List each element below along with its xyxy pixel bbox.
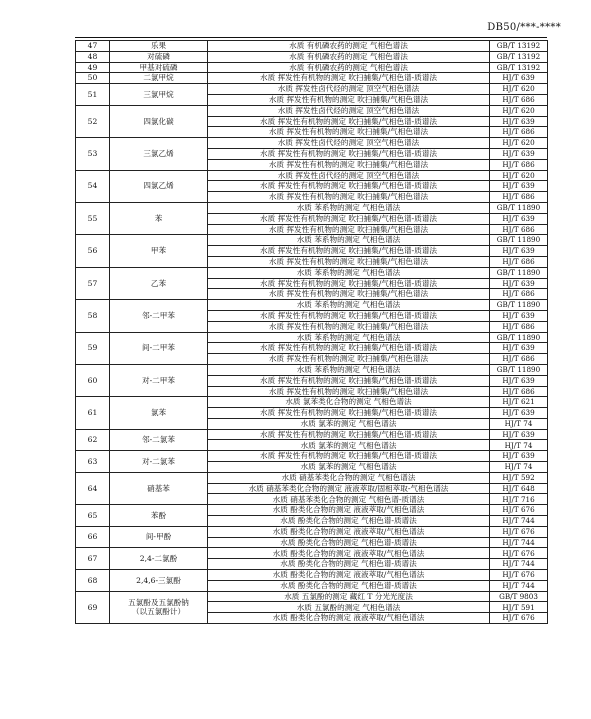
standard-cell: HJ/T 716 [490,494,548,505]
method-cell: 水质 酚类化合物的测定 液液萃取/气相色谱法 [208,548,490,559]
standard-cell: HJ/T 591 [490,602,548,613]
table-row [76,397,548,408]
standard-cell: HJ/T 639 [490,148,548,159]
table-row [76,451,548,462]
method-cell: 水质 酚类化合物的测定 气相色谱-质谱法 [208,580,490,591]
method-cell: 水质 氯苯的测定 气相色谱法 [208,462,490,473]
item-number: 64 [76,472,110,504]
method-cell: 水质 酚类化合物的测定 液液萃取/气相色谱法 [208,505,490,516]
method-cell: 水质 挥发性有机物的测定 吹扫捕集/气相色谱法 [208,224,490,235]
standard-cell: HJ/T 686 [490,321,548,332]
standard-cell: HJ/T 74 [490,462,548,473]
standard-cell: HJ/T 676 [490,505,548,516]
table-row [76,332,548,343]
standard-cell: HJ/T 620 [490,170,548,181]
method-cell: 水质 苯系物的测定 气相色谱法 [208,235,490,246]
standard-cell: HJ/T 639 [490,73,548,84]
standard-cell: HJ/T 686 [490,159,548,170]
standard-cell: HJ/T 744 [490,537,548,548]
item-number: 57 [76,267,110,299]
standard-cell: HJ/T 686 [490,354,548,365]
table-row [76,62,548,73]
substance-name: 对硫磷 [110,51,208,62]
item-number: 49 [76,62,110,73]
method-cell: 水质 挥发性有机物的测定 吹扫捕集/气相色谱-质谱法 [208,451,490,462]
method-cell: 水质 挥发性有机物的测定 吹扫捕集/气相色谱法 [208,159,490,170]
method-cell: 水质 氯苯的测定 气相色谱法 [208,418,490,429]
method-cell: 水质 挥发性卤代烃的测定 顶空气相色谱法 [208,105,490,116]
method-cell: 水质 酚类化合物的测定 液液萃取/气相色谱法 [208,526,490,537]
standard-cell: HJ/T 639 [490,310,548,321]
table-row [76,235,548,246]
item-number: 63 [76,451,110,473]
method-cell: 水质 挥发性有机物的测定 吹扫捕集/气相色谱-质谱法 [208,181,490,192]
standards-table-body [76,41,548,624]
method-cell: 水质 酚类化合物的测定 液液萃取/气相色谱法 [208,570,490,581]
table-row [76,267,548,278]
method-cell: 水质 挥发性卤代烃的测定 顶空气相色谱法 [208,170,490,181]
method-cell: 水质 氯苯类化合物的测定 气相色谱法 [208,397,490,408]
table-row [76,138,548,149]
substance-name: 邻-二甲苯 [110,300,208,332]
method-cell: 水质 挥发性有机物的测定 吹扫捕集/气相色谱法 [208,192,490,203]
method-cell: 水质 挥发性卤代烃的测定 顶空气相色谱法 [208,84,490,95]
substance-name: 硝基苯 [110,472,208,504]
method-cell: 水质 硝基苯类化合物的测定 液液萃取/固相萃取-气相色谱法 [208,483,490,494]
table-row [76,548,548,559]
method-cell: 水质 酚类化合物的测定 气相色谱-质谱法 [208,516,490,527]
table-row [76,73,548,84]
substance-name: 五氯酚及五氯酚钠 （以五氯酚计） [110,591,208,623]
standard-cell: HJ/T 648 [490,483,548,494]
method-cell: 水质 挥发性卤代烃的测定 顶空气相色谱法 [208,138,490,149]
standard-cell: HJ/T 686 [490,224,548,235]
method-cell: 水质 挥发性有机物的测定 吹扫捕集/气相色谱法 [208,127,490,138]
standard-cell: HJ/T 686 [490,256,548,267]
substance-name: 间-二甲苯 [110,332,208,364]
table-row [76,429,548,440]
table-row [76,105,548,116]
standard-cell: HJ/T 744 [490,580,548,591]
substance-name: 苯 [110,202,208,234]
table-row [76,51,548,62]
standard-cell: HJ/T 676 [490,613,548,624]
standard-cell: HJ/T 686 [490,386,548,397]
method-cell: 水质 苯系物的测定 气相色谱法 [208,364,490,375]
standard-cell: GB/T 13192 [490,51,548,62]
method-cell: 水质 挥发性有机物的测定 吹扫捕集/气相色谱-质谱法 [208,213,490,224]
table-row [76,170,548,181]
standard-cell: HJ/T 74 [490,418,548,429]
standard-cell: HJ/T 676 [490,548,548,559]
standard-cell: HJ/T 74 [490,440,548,451]
substance-name: 氯苯 [110,397,208,429]
item-number: 60 [76,364,110,396]
method-cell: 水质 有机磷农药的测定 气相色谱法 [208,62,490,73]
standards-table [75,40,548,624]
table-row [76,202,548,213]
substance-name: 间-甲酚 [110,526,208,548]
method-cell: 水质 挥发性有机物的测定 吹扫捕集/气相色谱-质谱法 [208,148,490,159]
substance-name: 四氯化碳 [110,105,208,137]
standard-cell: HJ/T 620 [490,105,548,116]
standard-cell: HJ/T 676 [490,526,548,537]
substance-name: 三氯甲烷 [110,84,208,106]
header-rule [75,37,547,38]
table-row [76,570,548,581]
item-number: 61 [76,397,110,429]
substance-name: 四氯乙烯 [110,170,208,202]
standard-cell: GB/T 11890 [490,267,548,278]
table-row [76,364,548,375]
standard-cell: GB/T 11890 [490,332,548,343]
table-row [76,505,548,516]
document-code: DB50/***-**** [487,22,561,33]
standard-cell: GB/T 9803 [490,591,548,602]
item-number: 50 [76,73,110,84]
standard-cell: HJ/T 686 [490,192,548,203]
standard-cell: HJ/T 686 [490,127,548,138]
standard-cell: HJ/T 639 [490,246,548,257]
table-row [76,41,548,52]
method-cell: 水质 挥发性有机物的测定 吹扫捕集/气相色谱法 [208,354,490,365]
standard-cell: HJ/T 639 [490,343,548,354]
item-number: 55 [76,202,110,234]
item-number: 48 [76,51,110,62]
standard-cell: HJ/T 620 [490,138,548,149]
item-number: 58 [76,300,110,332]
method-cell: 水质 有机磷农药的测定 气相色谱法 [208,51,490,62]
method-cell: 水质 酚类化合物的测定 液液萃取/气相色谱法 [208,613,490,624]
item-number: 51 [76,84,110,106]
standard-cell: HJ/T 639 [490,451,548,462]
item-number: 54 [76,170,110,202]
method-cell: 水质 挥发性有机物的测定 吹扫捕集/气相色谱-质谱法 [208,375,490,386]
standard-cell: HJ/T 744 [490,516,548,527]
item-number: 52 [76,105,110,137]
method-cell: 水质 挥发性有机物的测定 吹扫捕集/气相色谱-质谱法 [208,116,490,127]
method-cell: 水质 挥发性有机物的测定 吹扫捕集/气相色谱-质谱法 [208,278,490,289]
substance-name: 2,4,6-三氯酚 [110,570,208,592]
method-cell: 水质 挥发性有机物的测定 吹扫捕集/气相色谱法 [208,256,490,267]
method-cell: 水质 挥发性有机物的测定 吹扫捕集/气相色谱-质谱法 [208,246,490,257]
standard-cell: HJ/T 744 [490,559,548,570]
method-cell: 水质 五氯酚的测定 气相色谱法 [208,602,490,613]
standard-cell: HJ/T 639 [490,116,548,127]
method-cell: 水质 挥发性有机物的测定 吹扫捕集/气相色谱-质谱法 [208,408,490,419]
standard-cell: GB/T 11890 [490,202,548,213]
substance-name: 二氯甲烷 [110,73,208,84]
standard-cell: GB/T 11890 [490,300,548,311]
method-cell: 水质 苯系物的测定 气相色谱法 [208,202,490,213]
method-cell: 水质 挥发性有机物的测定 吹扫捕集/气相色谱-质谱法 [208,429,490,440]
substance-name: 乙苯 [110,267,208,299]
standard-cell: HJ/T 676 [490,570,548,581]
method-cell: 水质 挥发性有机物的测定 吹扫捕集/气相色谱-质谱法 [208,310,490,321]
method-cell: 水质 氯苯的测定 气相色谱法 [208,440,490,451]
item-number: 56 [76,235,110,267]
standard-cell: HJ/T 639 [490,213,548,224]
standard-cell: GB/T 11890 [490,235,548,246]
substance-name: 对-二甲苯 [110,364,208,396]
standard-cell: HJ/T 592 [490,472,548,483]
method-cell: 水质 有机磷农药的测定 气相色谱法 [208,41,490,52]
item-number: 62 [76,429,110,451]
method-cell: 水质 挥发性有机物的测定 吹扫捕集/气相色谱法 [208,321,490,332]
substance-name: 甲苯 [110,235,208,267]
standard-cell: GB/T 13192 [490,62,548,73]
substance-name: 苯酚 [110,505,208,527]
standard-cell: HJ/T 686 [490,289,548,300]
standard-cell: HJ/T 686 [490,94,548,105]
item-number: 47 [76,41,110,52]
method-cell: 水质 挥发性有机物的测定 吹扫捕集/气相色谱法 [208,386,490,397]
substance-name: 甲基对硫磷 [110,62,208,73]
standard-cell: HJ/T 621 [490,397,548,408]
substance-name: 2,4-二氯酚 [110,548,208,570]
method-cell: 水质 挥发性有机物的测定 吹扫捕集/气相色谱法 [208,94,490,105]
method-cell: 水质 苯系物的测定 气相色谱法 [208,332,490,343]
table-row [76,300,548,311]
item-number: 65 [76,505,110,527]
substance-name: 三氯乙烯 [110,138,208,170]
table-row [76,84,548,95]
standard-cell: GB/T 11890 [490,364,548,375]
standard-cell: HJ/T 639 [490,278,548,289]
method-cell: 水质 挥发性有机物的测定 吹扫捕集/气相色谱法 [208,289,490,300]
standard-cell: HJ/T 639 [490,181,548,192]
standard-cell: HJ/T 639 [490,429,548,440]
method-cell: 水质 挥发性有机物的测定 吹扫捕集/气相色谱-质谱法 [208,73,490,84]
item-number: 67 [76,548,110,570]
item-number: 68 [76,570,110,592]
item-number: 66 [76,526,110,548]
substance-name: 对-二氯苯 [110,451,208,473]
standard-cell: HJ/T 620 [490,84,548,95]
method-cell: 水质 酚类化合物的测定 气相色谱-质谱法 [208,537,490,548]
item-number: 69 [76,591,110,623]
standard-cell: HJ/T 639 [490,408,548,419]
method-cell: 水质 硝基苯类化合物的测定 气相色谱法 [208,472,490,483]
table-row [76,526,548,537]
method-cell: 水质 挥发性有机物的测定 吹扫捕集/气相色谱-质谱法 [208,343,490,354]
substance-name: 邻-二氯苯 [110,429,208,451]
substance-name: 乐果 [110,41,208,52]
method-cell: 水质 苯系物的测定 气相色谱法 [208,267,490,278]
table-row [76,591,548,602]
method-cell: 水质 硝基苯类化合物的测定 气相色谱-质谱法 [208,494,490,505]
item-number: 53 [76,138,110,170]
standard-cell: GB/T 13192 [490,41,548,52]
method-cell: 水质 酚类化合物的测定 气相色谱-质谱法 [208,559,490,570]
method-cell: 水质 苯系物的测定 气相色谱法 [208,300,490,311]
standard-cell: HJ/T 639 [490,375,548,386]
item-number: 59 [76,332,110,364]
table-row [76,472,548,483]
method-cell: 水质 五氯酚的测定 藏红 T 分光光度法 [208,591,490,602]
